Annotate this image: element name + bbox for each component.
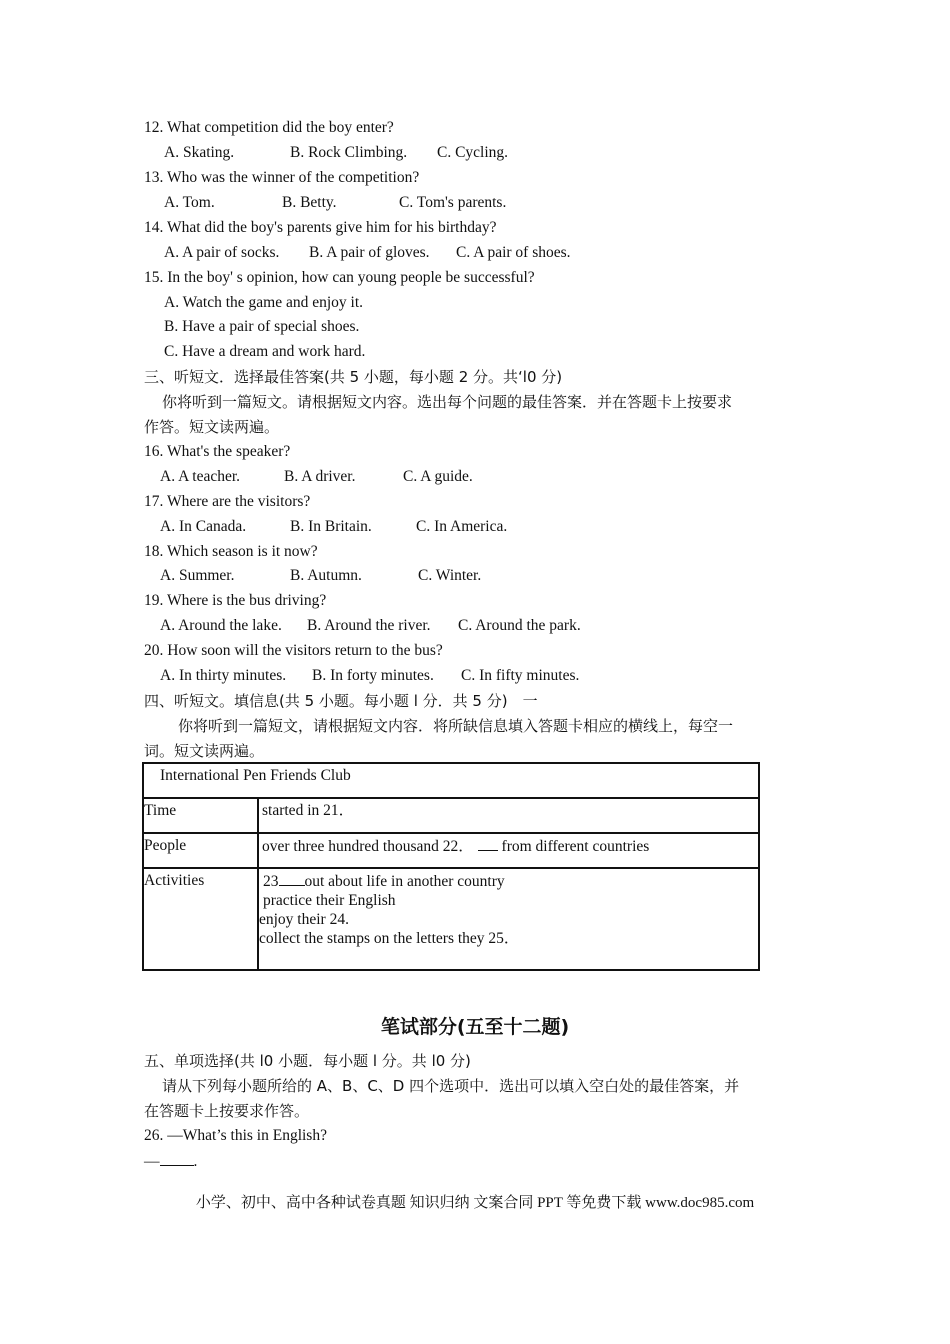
section-instructions: 在答题卡上按要求作答。	[144, 1102, 310, 1120]
people-text: over three hundred thousand 22．	[262, 838, 474, 855]
option: C. In fifty minutes.	[461, 667, 580, 684]
answer-blank	[279, 871, 305, 886]
answer-blank	[478, 836, 498, 851]
option: C. Around the park.	[458, 617, 581, 634]
option: A. A pair of socks.	[164, 244, 280, 261]
question-19: 19. Where is the bus driving?	[144, 592, 327, 609]
option: A. Tom.	[164, 194, 215, 211]
answer-blank	[160, 1151, 194, 1166]
section-instructions: 词。短文读两遍。	[144, 742, 265, 760]
option: B. In Britain.	[290, 518, 372, 535]
option: B. Around the river.	[307, 617, 431, 634]
people-text-end: from different countries	[497, 838, 650, 855]
section-instructions: 你将听到一篇短文。请根据短文内容。选出每个问题的最佳答案．并在答题卡上按要求	[162, 393, 733, 411]
question-14: 14. What did the boy's parents give him for his birthday?	[144, 219, 497, 236]
option: A. Skating.	[164, 144, 235, 161]
section-instructions: 作答。短文读两遍。	[144, 418, 280, 436]
row-label-activities: Activities	[143, 868, 258, 970]
question-26-answer: — .	[144, 1153, 198, 1170]
row-value-people	[258, 833, 759, 868]
option: B. Have a pair of special shoes.	[164, 318, 360, 335]
section-instructions: 你将听到一篇短文，请根据短文内容．将所缺信息填入答题卡相应的横线上，每空一	[178, 717, 734, 735]
table-title: International Pen Friends Club	[143, 763, 759, 798]
option: C. Tom's parents.	[399, 194, 507, 211]
page-footer: 小学、初中、高中各种试卷真题 知识归纳 文案合同 PPT 等免费下载 www.doc985.com	[195, 1195, 755, 1211]
option: B. Betty.	[282, 194, 337, 211]
question-15: 15. In the boy' s opinion, how can young people be successful?	[144, 269, 535, 286]
option: C. Have a dream and work hard.	[164, 343, 366, 360]
pen-friends-table	[142, 762, 760, 971]
option: B. A driver.	[284, 468, 356, 485]
row-label-people: People	[143, 833, 258, 868]
question-26: 26. —What’s this in English?	[144, 1127, 327, 1144]
option: C. Cycling.	[437, 144, 509, 161]
option: C. Winter.	[418, 567, 482, 584]
question-18: 18. Which season is it now?	[144, 543, 318, 560]
question-13: 13. Who was the winner of the competition?	[144, 169, 420, 186]
section-instructions: 请从下列每小题所给的 A、B、C、D 四个选项中．选出可以填入空白处的最佳答案，并	[162, 1077, 740, 1095]
question-16: 16. What's the speaker?	[144, 443, 291, 460]
section-heading: 五、单项选择(共 l0 小题．每小题 l 分。共 l0 分)	[144, 1052, 471, 1070]
option: B. A pair of gloves.	[309, 244, 430, 261]
written-part-title: 笔试部分(五至十二题)	[380, 1016, 570, 1038]
question-12: 12. What competition did the boy enter?	[144, 119, 394, 136]
activity-line: practice their English	[263, 892, 396, 909]
section-heading: 三、听短文．选择最佳答案(共 5 小题，每小题 2 分。共‘l0 分)	[144, 368, 563, 386]
row-value-activities	[258, 868, 759, 970]
activity-text: out about life in another country	[304, 873, 505, 890]
option: B. Rock Climbing.	[290, 144, 408, 161]
option: A. A teacher.	[160, 468, 241, 485]
option: A. Summer.	[160, 567, 235, 584]
option: B. In forty minutes.	[312, 667, 434, 684]
option: C. A pair of shoes.	[456, 244, 571, 261]
option: A. In thirty minutes.	[160, 667, 287, 684]
activity-line	[262, 871, 755, 891]
option: A. Watch the game and enjoy it.	[164, 294, 364, 311]
option: B. Autumn.	[290, 567, 362, 584]
question-20: 20. How soon will the visitors return to the bus?	[144, 642, 443, 659]
option: A. In Canada.	[160, 518, 247, 535]
row-value-time: started in 21．	[258, 798, 759, 833]
activity-number: 23	[263, 873, 279, 890]
option: A. Around the lake.	[160, 617, 282, 634]
dash: —	[144, 1153, 160, 1170]
option: C. In America.	[416, 518, 508, 535]
row-label-time: Time	[143, 798, 258, 833]
activity-line: collect the stamps on the letters they 25．	[259, 930, 520, 947]
section-heading: 四、听短文。填信息(共 5 小题。每小题 l 分．共 5 分) 一	[144, 692, 538, 710]
question-17: 17. Where are the visitors?	[144, 493, 311, 510]
activity-line: enjoy their 24.	[259, 911, 349, 928]
option: C. A guide.	[403, 468, 473, 485]
